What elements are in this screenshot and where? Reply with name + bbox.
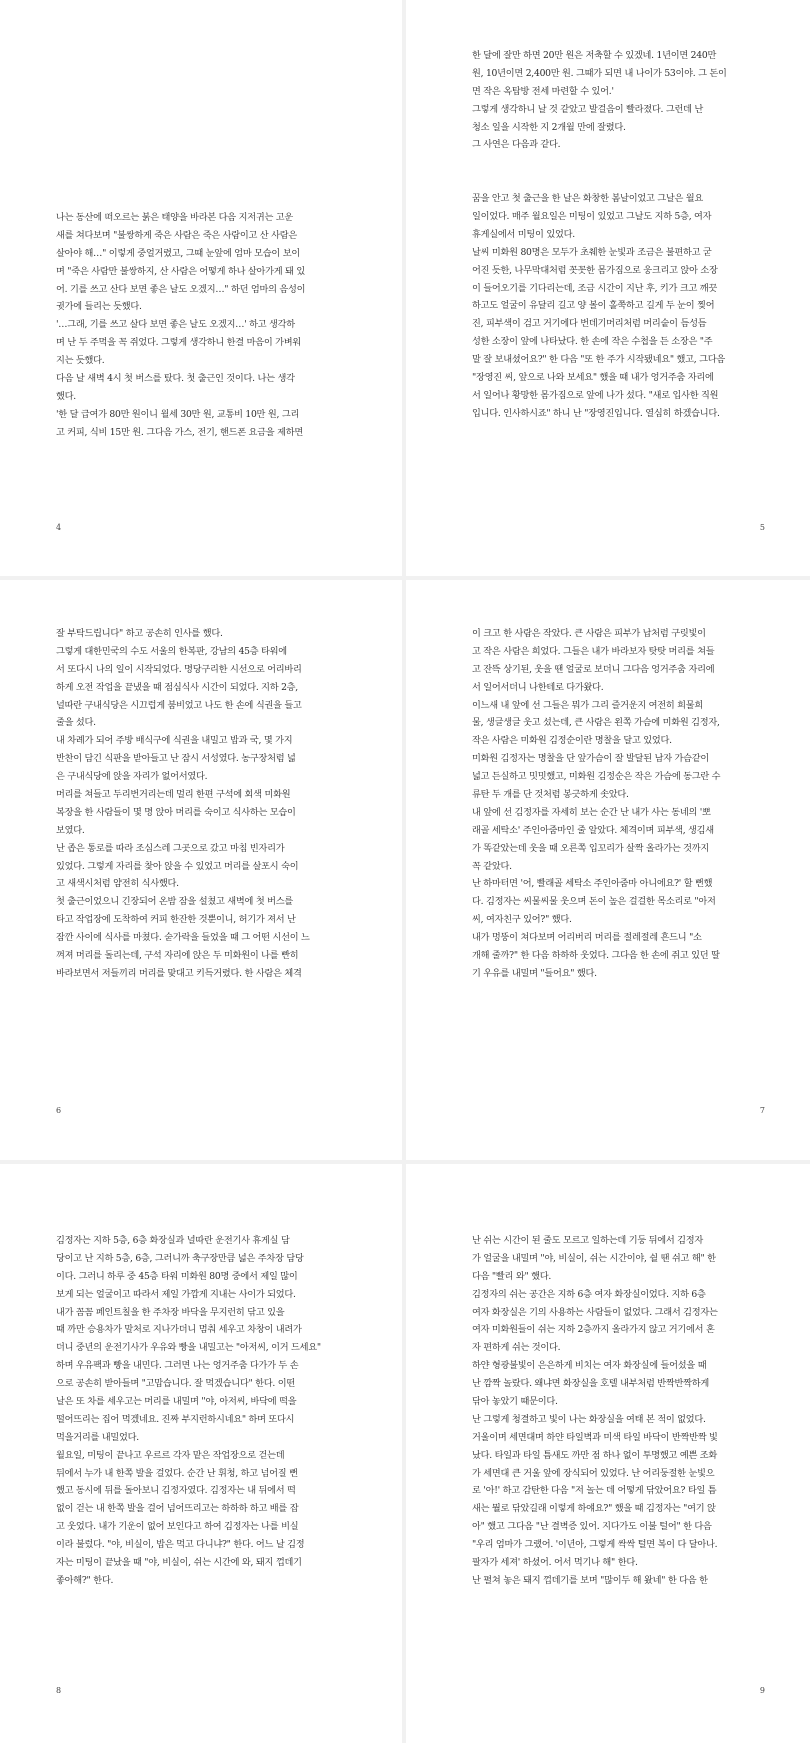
text-line: 진, 피부색이 검고 거기에다 번데기머리처럼 머리숱이 듬성듬 xyxy=(472,318,707,330)
text-line: 씨, 여자친구 있어?" 했다. xyxy=(472,914,572,926)
text-line: 김정자의 쉬는 공간은 지하 6층 여자 화장실이었다. 지하 6층 xyxy=(472,1288,706,1300)
text-line: 지는 듯했다. xyxy=(56,355,105,367)
text-line: 있었다. 그렇게 자리를 찾아 앉을 수 있었고 머리를 살포시 숙이 xyxy=(56,860,299,872)
text-line: 난 깜짝 놀랐다. 왜냐면 화장실을 호텔 내부처럼 반짝반짝하게 xyxy=(472,1378,709,1390)
text-line: 하고도 얼굴이 유달리 길고 양 볼이 홀쭉하고 길게 두 눈이 찢어 xyxy=(472,300,715,312)
page-number: 5 xyxy=(759,523,765,532)
text-line: 그렇게 대한민국의 수도 서울의 한복판, 강남의 45층 타워에 xyxy=(56,645,287,657)
text-line: 이 들어오기를 기다리는데, 조금 시간이 지난 후, 키가 크고 깨끗 xyxy=(472,282,718,294)
blank-line xyxy=(472,154,758,172)
text-line: 래골 세탁소' 주인아줌마인 줄 알았다. 체격이며 피부색, 생김새 xyxy=(472,824,714,836)
text-line: 며 "죽은 사람만 불쌍하지, 산 사람은 어떻게 하나 살아가게 돼 있 xyxy=(56,265,305,277)
text-line: '…그래, 기를 쓰고 살다 보면 좋은 날도 오겠지…' 하고 생각하 xyxy=(56,319,295,331)
text-line: 고 작은 사람은 희었다. 그들은 내가 바라보자 탓탓 머리를 쳐들 xyxy=(472,645,715,657)
text-line: 새를 쳐다보며 "불쌍하게 죽은 사람은 죽은 사람이고 산 사람은 xyxy=(56,229,297,241)
text-line: 거울이며 세면대며 하얀 타일벽과 미색 타일 바닥이 반짝반짝 빛 xyxy=(472,1431,718,1443)
text-line: 그 사연은 다음과 같다. xyxy=(472,139,561,151)
text-line: 보게 되는 얼굴이고 따라서 제일 가깝게 지내는 사이가 되었다. xyxy=(56,1288,296,1300)
text-line: 널따란 구내식당은 시끄럽게 붐비었고 나도 한 손에 식권을 들고 xyxy=(56,699,302,711)
page-7 xyxy=(406,580,810,1160)
text-line: 그렇게 생각하니 날 것 같았고 발걸음이 빨라졌다. 그런데 난 xyxy=(472,103,704,115)
text-line: 첫 출근이었으니 긴장되어 온밤 잠을 설쳤고 새벽에 첫 버스를 xyxy=(56,896,293,908)
text-line: 복장을 한 사람들이 몇 명 앉아 머리를 숙이고 식사하는 모습이 xyxy=(56,806,296,818)
text-line: 여자 미화원들이 쉬는 지하 2층까지 올라가지 않고 거기에서 혼 xyxy=(472,1324,715,1336)
text-line: 다. 김정자는 씨물씨물 웃으며 돈이 높은 걸걸한 목소리로 "아저 xyxy=(472,896,716,908)
body-text xyxy=(56,1232,338,1590)
text-line: 여자 화장실은 기의 사용하는 사람들이 없었다. 그래서 김정자는 xyxy=(472,1306,718,1318)
text-line: 어진 듯한, 나무막대처럼 꼿꼿한 몸가짐으로 웅크리고 앉아 소장 xyxy=(472,264,718,276)
text-line: 내 차례가 되어 주방 배식구에 식권을 내밀고 밥과 국, 몇 가지 xyxy=(56,735,293,747)
text-line: 하게 오전 작업을 끝냈을 때 점심식사 시간이 되었다. 지하 2층, xyxy=(56,681,298,693)
body-text xyxy=(472,1232,758,1590)
text-line: 타고 작업장에 도착하여 커피 한잔한 것뿐이니, 허기가 져서 난 xyxy=(56,914,296,926)
text-line: 이다. 그러니 하루 중 45층 타워 미화원 80명 중에서 제일 많이 xyxy=(56,1270,298,1282)
text-line: "장영진 씨, 앞으로 나와 보세요" 했을 때 내가 엉거주춤 자리에 xyxy=(472,372,714,384)
text-line: 은 구내식당에 앉을 자리가 없어서였다. xyxy=(56,771,208,783)
text-line: 김정자는 지하 5층, 6층 화장실과 널따란 운전기사 휴게실 담 xyxy=(56,1235,290,1246)
text-line: 하며 우유팩과 빵을 내민다. 그러면 나는 엉거주춤 다가가 두 손 xyxy=(56,1360,299,1372)
text-line: 서 일어서더니 나한테로 다가왔다. xyxy=(472,681,604,693)
blank-line xyxy=(472,172,758,190)
text-line: 류탄 두 개를 단 것처럼 봉긋하게 솟았다. xyxy=(472,789,629,801)
text-line: 가 똑같았는데 웃을 때 오른쪽 입꼬리가 살짝 올라가는 것까지 xyxy=(472,842,709,854)
page-6 xyxy=(0,580,402,1160)
text-line: 없이 걷는 내 한쪽 발을 걸어 넘어뜨리고는 하하하 하고 배를 잡 xyxy=(56,1503,299,1515)
text-line: 일이었다. 매주 월요일은 미팅이 있었고 그날도 지하 5층, 여자 xyxy=(472,211,712,223)
text-line: 난 좁은 통로를 따라 조심스레 그곳으로 갔고 마침 빈자리가 xyxy=(56,842,285,854)
text-line: 잘 부탁드립니다" 하고 공손히 인사를 했다. xyxy=(56,628,223,639)
text-line: 난 펼쳐 놓은 돼지 껍데기를 보며 "많이두 해 왔네" 한 다음 한 xyxy=(472,1574,708,1586)
body-text xyxy=(56,209,338,442)
text-line: 고 새색시처럼 얌전히 식사했다. xyxy=(56,878,179,890)
text-line: 바라보면서 저들끼리 머리를 맞대고 키득거렸다. 한 사람은 체격 xyxy=(56,967,302,979)
text-line: 면 작은 옥탑방 전세 마련할 수 있어.' xyxy=(472,85,614,97)
body-text xyxy=(56,625,338,983)
text-line: 잠깐 사이에 식사를 마쳤다. 숟가락을 들었을 때 그 어떤 시선이 느 xyxy=(56,932,310,944)
text-line: '한 달 급여가 80만 원이니 월세 30만 원, 교통비 10만 원, 그리 xyxy=(56,408,300,420)
text-line: 껴져 머리를 돌리는데, 구석 자리에 앉은 두 미화원이 나를 빤히 xyxy=(56,950,299,962)
text-line: 난 하마터면 '어, 빨래골 세탁소 주인아줌마 아니에요?' 할 뻔했 xyxy=(472,878,713,890)
text-line: 서 또다시 나의 일이 시작되었다. 명당구리한 시선으로 어리바리 xyxy=(56,663,302,675)
text-line: 물, 생글생글 웃고 섰는데, 큰 사람은 왼쪽 가슴에 미화원 김정자, xyxy=(472,717,720,729)
text-line: 이 크고 한 사람은 작았다. 큰 사람은 피부가 납처럼 구릿빛이 xyxy=(472,628,706,639)
text-line: 살아야 해…" 이렇게 중얼거렸고, 그때 눈앞에 엄마 모습이 보이 xyxy=(56,247,300,259)
text-line: 팔자가 세져' 하셨어. 어서 먹기나 해" 한다. xyxy=(472,1557,638,1569)
text-line: 날은 또 차를 세우고는 머리를 내밀며 "야, 아저씨, 바닥에 떡을 xyxy=(56,1396,297,1408)
text-line: 며 난 두 주먹을 꼭 쥐었다. 그렇게 생각하니 한결 마음이 가벼워 xyxy=(56,337,302,349)
text-line: 가 얼굴을 내밀며 "야, 비실이, 쉬는 시간이야, 쉴 땐 쉬고 해" 한 xyxy=(472,1252,716,1264)
page-4 xyxy=(0,0,402,576)
text-line: 당이고 난 지하 5층, 6층, 그러니까 축구장만큼 넓은 주차장 담당 xyxy=(56,1252,304,1264)
text-line: 났다. 타일과 타일 틈새도 까만 점 하나 없이 투명했고 예쁜 조화 xyxy=(472,1449,718,1461)
text-line: 다음 "빨리 와" 했다. xyxy=(472,1270,552,1282)
text-line: 다음 날 새벽 4시 첫 버스를 탔다. 첫 출근인 것이다. 나는 생각 xyxy=(56,373,295,385)
text-line: 내가 멍뚱이 쳐다보며 어리버리 머리를 절레절레 흔드니 "소 xyxy=(472,932,702,944)
text-line: 좋아해?" 한다. xyxy=(56,1574,114,1586)
page-number: 4 xyxy=(56,523,62,532)
text-line: 입니다. 인사하시죠" 하니 난 "장영진입니다. 열심히 하겠습니다. xyxy=(472,407,720,419)
text-line: 아" 했고 그다음 "난 결벽증 있어. 지다가도 이불 털어" 한 다음 xyxy=(472,1521,712,1533)
text-line: 때 까만 승용차가 말처로 지나가더니 멈춰 세우고 차창이 내려가 xyxy=(56,1324,302,1336)
text-line: 내 앞에 선 김정자를 자세히 보는 순간 난 내가 사는 동네의 '뽀 xyxy=(472,806,711,818)
text-line: 꿈을 안고 첫 출근을 한 날은 화창한 봄날이었고 그날은 월요 xyxy=(472,193,704,205)
text-line: 했다. xyxy=(56,390,76,402)
text-line: 서 일어나 황망한 몸가짐으로 앞에 나가 섰다. "새로 입사한 직원 xyxy=(472,389,719,401)
text-line: 자 편하게 쉬는 것이다. xyxy=(472,1342,561,1354)
text-line: 뒤에서 누가 내 한쪽 발을 걸었다. 순간 난 휘청, 하고 넘어질 뻔 xyxy=(56,1467,298,1479)
text-line: 하얀 형광불빛이 은은하게 비치는 여자 화장실에 들어섰을 때 xyxy=(472,1360,707,1372)
page-8 xyxy=(0,1164,402,1743)
text-line: 원, 10년이면 2,400만 원. 그때가 되면 내 나이가 53이야. 그 돈이 xyxy=(472,67,727,79)
text-line: 했고 동시에 뒤를 돌아보니 김정자였다. 김정자는 내 뒤에서 떡 xyxy=(56,1485,296,1497)
text-line: 떨어뜨리는 집어 먹겠네요. 진짜 부지런하시네요" 하며 또다시 xyxy=(56,1413,295,1425)
text-line: 미화원 김정자는 명찰을 단 앞가슴이 잘 발달된 남자 가슴같이 xyxy=(472,753,709,765)
text-line: 어. 기를 쓰고 산다 보면 좋은 날도 오겠지…" 하던 엄마의 음성이 xyxy=(56,283,306,295)
text-line: 고 잔뜩 상기된, 웃을 땐 얼굴로 보더니 그다음 엉거주춤 자리에 xyxy=(472,663,715,675)
text-line: 줄을 섰다. xyxy=(56,717,96,729)
text-line: 새는 뭘로 닦았길래 이렇게 하얘요?" 했을 때 김정자는 "여기 앉 xyxy=(472,1503,716,1515)
text-line: 귓가에 들리는 듯했다. xyxy=(56,301,142,313)
text-line: 작은 사람은 미화원 김정순이란 명찰을 달고 있었다. xyxy=(472,735,672,747)
text-line: 고 커피, 식비 15만 원. 그다음 가스, 전기, 핸드폰 요금을 제하면 xyxy=(56,426,303,438)
text-line: 난 쉬는 시간이 된 줄도 모르고 일하는데 기둥 뒤에서 김정자 xyxy=(472,1235,704,1246)
text-line: 휴게실에서 미팅이 있었다. xyxy=(472,228,575,240)
text-line: 한 달에 잘만 하면 20만 원은 저축할 수 있겠네. 1년이면 240만 xyxy=(472,50,717,61)
text-line: "우리 엄마가 그랬어. '이년아, 그렇게 싹싹 털면 복이 다 달아나. xyxy=(472,1539,718,1551)
text-line: 성한 소장이 앞에 나타났다. 한 손에 작은 수첩을 든 소장은 "주 xyxy=(472,336,713,348)
text-line: 청소 일을 시작한 지 2개월 만에 잘렸다. xyxy=(472,121,626,133)
text-line: 이라 불렀다. "야, 비실이, 밥은 먹고 다니냐?" 한다. 어느 날 김정 xyxy=(56,1539,305,1551)
page-number: 6 xyxy=(56,1106,62,1115)
page-5 xyxy=(406,0,810,576)
text-line: 기 우유를 내밀며 "들어요" 했다. xyxy=(472,967,597,979)
text-line: 보였다. xyxy=(56,824,85,836)
text-line: 자는 미팅이 끝났을 때 "야, 비실이, 쉬는 시간에 와, 돼지 껍데기 xyxy=(56,1557,302,1569)
text-line: 닦아 놓았기 때문이다. xyxy=(472,1396,558,1408)
body-text xyxy=(472,47,758,423)
page-number: 9 xyxy=(759,1686,765,1695)
text-line: 난 그렇게 청결하고 빛이 나는 화장실을 여태 본 적이 없었다. xyxy=(472,1413,706,1425)
text-line: 개해 줄까?" 한 다음 하하하 웃었다. 그다음 한 손에 쥐고 있던 딸 xyxy=(472,950,720,962)
text-line: 머리를 쳐들고 두리번거리는데 멀리 한편 구석에 회색 미화원 xyxy=(56,789,291,801)
page-9 xyxy=(406,1164,810,1743)
text-line: 나는 동산에 떠오르는 붉은 태양을 바라본 다음 지저귀는 고운 xyxy=(56,212,293,223)
text-line: 월요일, 미팅이 끝나고 우르르 각자 맡은 작업장으로 걷는데 xyxy=(56,1449,285,1461)
text-line: 로 '아!' 하고 감탄한 다음 "저 놀는 데 어떻게 닦았어요? 타일 틈 xyxy=(472,1485,717,1497)
text-line: 말 잘 보내셨어요?" 한 다음 "또 한 주가 시작됐네요" 했고, 그다음 xyxy=(472,354,725,366)
page-number: 7 xyxy=(759,1106,765,1115)
text-line: 꼭 같았다. xyxy=(472,860,512,872)
page-number: 8 xyxy=(56,1686,62,1695)
text-line: 더니 중년의 운전기사가 우유와 빵을 내밀고는 "아저씨, 이거 드세요" xyxy=(56,1342,321,1354)
text-line: 이느새 내 앞에 선 그들은 뭐가 그리 즐거운지 여전히 희물희 xyxy=(472,699,704,711)
text-line: 날씨 미화원 80명은 모두가 초췌한 눈빛과 조금은 불편하고 굳 xyxy=(472,246,712,258)
text-line: 내가 꼼꼼 페인트칠을 한 주차장 바닥을 무지런히 닦고 있을 xyxy=(56,1306,285,1318)
text-line: 먹을거리를 내밀었다. xyxy=(56,1431,139,1443)
text-line: 넓고 든실하고 밋밋했고, 미화원 김정순은 작은 가슴에 동그란 수 xyxy=(472,771,721,783)
text-line: 반찬이 담긴 식판을 받아들고 난 잠시 서성였다. 농구장처럼 넓 xyxy=(56,753,296,765)
text-line: 으로 공손히 받아들며 "고맙습니다. 잘 먹겠습니다" 한다. 이떤 xyxy=(56,1378,295,1390)
text-line: 가 세면대 큰 거울 앞에 장식되어 있었다. 난 어리둥절한 눈빛으 xyxy=(472,1467,715,1479)
text-line: 고 웃었다. 내가 기운이 없어 보인다고 하여 김정자는 나를 비실 xyxy=(56,1521,299,1533)
body-text xyxy=(472,625,758,983)
